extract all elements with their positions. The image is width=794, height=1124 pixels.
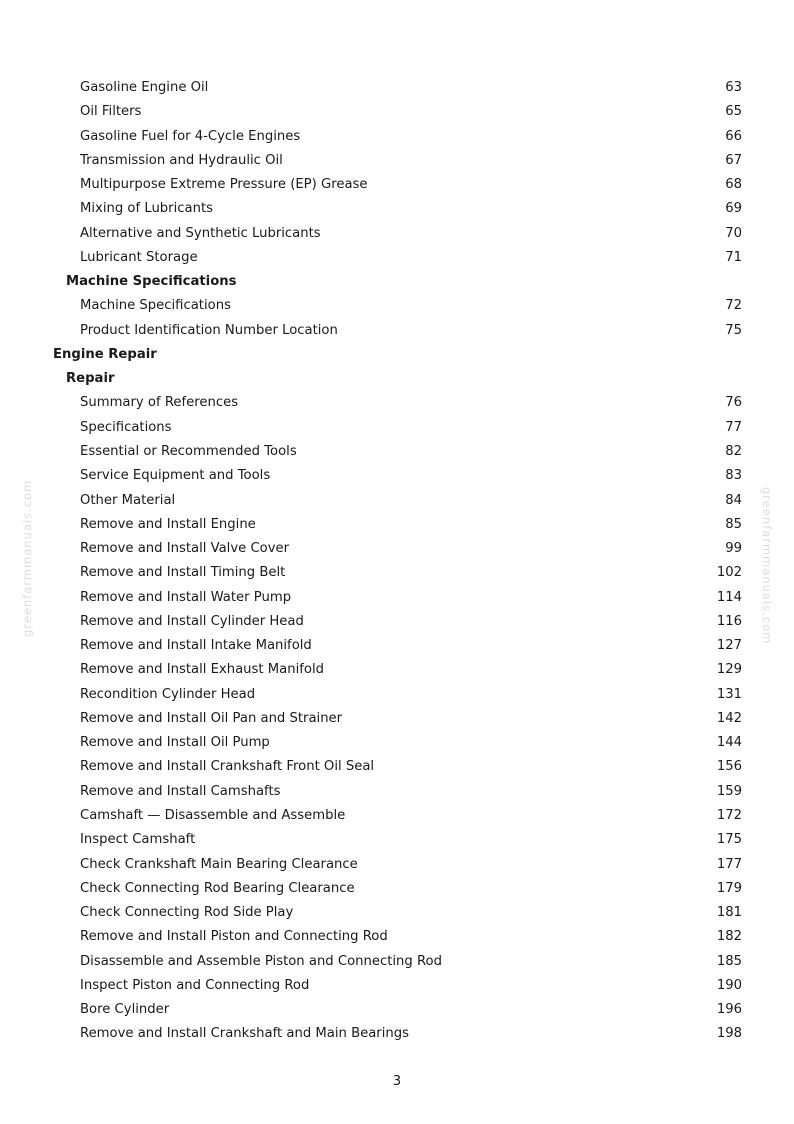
toc-entry-page-number: 159 — [716, 783, 742, 799]
toc-entry-title: Lubricant Storage — [80, 249, 198, 265]
toc-entry[interactable] — [0, 755, 794, 779]
toc-entry[interactable] — [0, 125, 794, 149]
toc-entry[interactable] — [0, 586, 794, 610]
toc-entry-page-number: 102 — [716, 565, 742, 581]
toc-entry-page-number: 127 — [716, 638, 742, 654]
toc-entry[interactable] — [0, 537, 794, 561]
toc-entry-title: Inspect Camshaft — [80, 832, 196, 848]
toc-entry[interactable] — [0, 634, 794, 658]
toc-entry-title: Product Identification Number Location — [80, 322, 338, 338]
toc-chapter-heading[interactable] — [0, 343, 794, 367]
toc-entry-title: Machine Specifications — [66, 274, 237, 290]
toc-entry[interactable] — [0, 76, 794, 100]
toc-entry-title: Essential or Recommended Tools — [80, 443, 297, 459]
toc-entry-page-number: 77 — [725, 419, 742, 435]
toc-entry-title: Check Connecting Rod Bearing Clearance — [80, 880, 355, 896]
toc-entry-page-number: 63 — [725, 80, 742, 95]
toc-entry[interactable] — [0, 561, 794, 585]
toc-entry-title: Remove and Install Camshafts — [80, 783, 281, 799]
toc-entry[interactable] — [0, 246, 794, 270]
toc-entry-title: Summary of References — [80, 395, 239, 411]
toc-entry[interactable] — [0, 707, 794, 731]
toc-entry-title: Recondition Cylinder Head — [80, 686, 256, 702]
toc-entry-page-number: 182 — [716, 929, 742, 945]
toc-entry-title: Remove and Install Intake Manifold — [80, 638, 312, 654]
toc-entry-title: Service Equipment and Tools — [80, 468, 271, 484]
toc-entry-page-number: 75 — [725, 322, 742, 338]
toc-entry-page-number: 66 — [725, 128, 742, 144]
toc-entry-title: Gasoline Fuel for 4-Cycle Engines — [80, 128, 301, 144]
toc-entry-title: Transmission and Hydraulic Oil — [80, 152, 283, 168]
toc-entry[interactable] — [0, 925, 794, 949]
toc-entry[interactable] — [0, 1022, 794, 1046]
toc-entry-title: Remove and Install Crankshaft and Main Bearings — [80, 1026, 409, 1042]
toc-entry-page-number: 198 — [716, 1026, 742, 1042]
toc-entry[interactable] — [0, 731, 794, 755]
toc-entry-title: Alternative and Synthetic Lubricants — [80, 225, 321, 241]
toc-entry-title: Remove and Install Timing Belt — [80, 565, 286, 581]
toc-entry-page-number: 185 — [716, 953, 742, 969]
toc-entry-title: Remove and Install Exhaust Manifold — [80, 662, 324, 678]
watermark-left: greenfarmmanuals.com — [20, 479, 34, 637]
toc-entry-page-number: 116 — [716, 613, 742, 629]
toc-entry[interactable] — [0, 513, 794, 537]
toc-entry-title: Camshaft — Disassemble and Assemble — [80, 807, 346, 823]
table-of-contents — [0, 76, 794, 1047]
toc-entry-page-number: 181 — [716, 905, 742, 921]
page-number: 3 — [392, 1074, 402, 1089]
toc-entry-title: Remove and Install Engine — [80, 516, 256, 532]
toc-entry-title: Other Material — [80, 492, 176, 508]
toc-section-heading[interactable] — [0, 270, 794, 294]
toc-entry-title: Disassemble and Assemble Piston and Connecting Rod — [80, 953, 442, 969]
toc-entry-page-number: 114 — [716, 589, 742, 605]
toc-entry[interactable] — [0, 440, 794, 464]
toc-section-heading[interactable] — [0, 367, 794, 391]
toc-entry-page-number: 76 — [725, 395, 742, 411]
toc-entry[interactable] — [0, 100, 794, 124]
toc-entry[interactable] — [0, 416, 794, 440]
toc-entry[interactable] — [0, 658, 794, 682]
toc-entry-title: Remove and Install Oil Pan and Strainer — [80, 710, 343, 726]
toc-entry-page-number: 67 — [725, 152, 742, 168]
toc-entry[interactable] — [0, 489, 794, 513]
toc-entry[interactable] — [0, 222, 794, 246]
toc-entry[interactable] — [0, 683, 794, 707]
toc-entry-page-number: 129 — [716, 662, 742, 678]
toc-entry-page-number: 144 — [716, 735, 742, 751]
toc-entry-page-number: 177 — [716, 856, 742, 872]
toc-entry-title: Remove and Install Cylinder Head — [80, 613, 304, 629]
toc-entry-page-number: 84 — [725, 492, 742, 508]
toc-entry[interactable] — [0, 828, 794, 852]
toc-entry-title: Specifications — [80, 419, 172, 435]
toc-entry-title: Check Crankshaft Main Bearing Clearance — [80, 856, 358, 872]
toc-entry[interactable] — [0, 464, 794, 488]
toc-entry-title: Mixing of Lubricants — [80, 201, 213, 217]
toc-entry-page-number: 82 — [725, 443, 742, 459]
toc-entry-page-number: 65 — [725, 104, 742, 120]
toc-entry-title: Check Connecting Rod Side Play — [80, 905, 294, 921]
toc-entry-page-number: 175 — [716, 832, 742, 848]
toc-entry[interactable] — [0, 877, 794, 901]
toc-entry-title: Remove and Install Valve Cover — [80, 541, 290, 557]
toc-entry-title: Remove and Install Crankshaft Front Oil Seal — [80, 759, 375, 775]
toc-entry-page-number: 131 — [716, 686, 742, 702]
toc-entry-title: Bore Cylinder — [80, 1002, 170, 1018]
toc-entry-page-number: 72 — [725, 298, 742, 314]
toc-entry[interactable] — [0, 197, 794, 221]
toc-entry-title: Inspect Piston and Connecting Rod — [80, 977, 310, 993]
toc-entry-title: Repair — [66, 371, 115, 387]
toc-entry[interactable] — [0, 391, 794, 415]
toc-entry[interactable] — [0, 853, 794, 877]
toc-entry-title: Gasoline Engine Oil — [80, 80, 209, 95]
toc-entry-title: Remove and Install Piston and Connecting Rod — [80, 929, 388, 945]
toc-entry-title: Engine Repair — [53, 346, 157, 362]
toc-entry-page-number: 83 — [725, 468, 742, 484]
toc-entry[interactable] — [0, 610, 794, 634]
toc-entry-page-number: 172 — [716, 807, 742, 823]
toc-entry-page-number: 70 — [725, 225, 742, 241]
toc-entry[interactable] — [0, 901, 794, 925]
toc-entry-title: Remove and Install Water Pump — [80, 589, 292, 605]
toc-entry[interactable] — [0, 780, 794, 804]
toc-entry-page-number: 142 — [716, 710, 742, 726]
toc-entry[interactable] — [0, 149, 794, 173]
toc-entry-title: Machine Specifications — [80, 298, 231, 314]
toc-entry[interactable] — [0, 998, 794, 1022]
toc-entry-title: Remove and Install Oil Pump — [80, 735, 270, 751]
toc-entry-page-number: 68 — [725, 177, 742, 193]
toc-entry[interactable] — [0, 974, 794, 998]
toc-entry[interactable] — [0, 319, 794, 343]
toc-entry-title: Multipurpose Extreme Pressure (EP) Grease — [80, 177, 368, 193]
toc-entry-page-number: 190 — [716, 977, 742, 993]
toc-entry-page-number: 156 — [716, 759, 742, 775]
toc-entry-page-number: 69 — [725, 201, 742, 217]
toc-entry-title: Oil Filters — [80, 104, 142, 120]
toc-entry[interactable] — [0, 173, 794, 197]
toc-entry-page-number: 179 — [716, 880, 742, 896]
toc-entry-page-number: 71 — [725, 249, 742, 265]
toc-entry[interactable] — [0, 950, 794, 974]
watermark-right: greenfarmmanuals.com — [760, 487, 774, 645]
toc-entry-page-number: 99 — [725, 541, 742, 557]
toc-entry-page-number: 196 — [716, 1002, 742, 1018]
toc-entry[interactable] — [0, 294, 794, 318]
toc-entry[interactable] — [0, 804, 794, 828]
toc-entry-page-number: 85 — [725, 516, 742, 532]
